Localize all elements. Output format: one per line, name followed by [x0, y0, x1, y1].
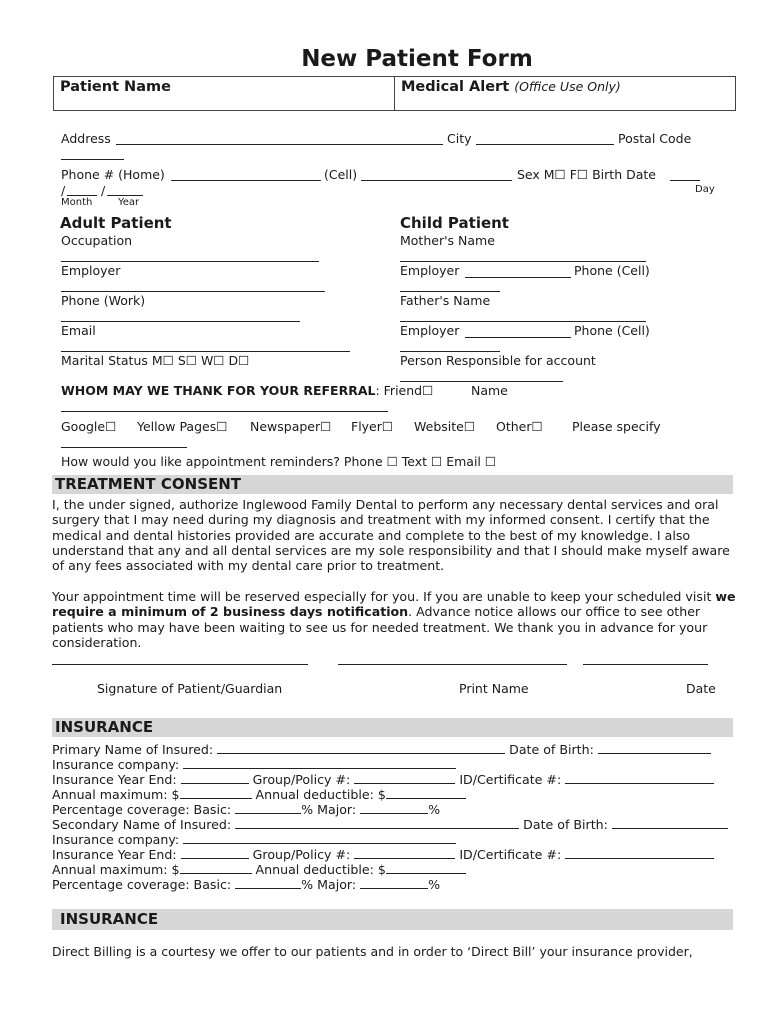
- referral-website-checkbox[interactable]: Website☐: [414, 419, 476, 434]
- person-responsible-label: Person Responsible for account: [400, 353, 596, 368]
- fathers-name-label: Father's Name: [400, 293, 491, 308]
- medical-alert-field[interactable]: [394, 76, 736, 111]
- birth-day-input[interactable]: [670, 180, 700, 181]
- marital-status-label: Marital Status M☐ S☐ W☐ D☐: [61, 353, 250, 368]
- date-input[interactable]: [583, 664, 708, 665]
- occupation-input[interactable]: [61, 261, 319, 262]
- child-phone-cell-2-label: Phone (Cell): [574, 323, 650, 338]
- secondary-name-input[interactable]: [235, 817, 519, 829]
- patient-name-field[interactable]: [53, 76, 395, 111]
- secondary-id-input[interactable]: [565, 847, 714, 859]
- month-label: Month: [61, 197, 93, 208]
- primary-annual-ded-input[interactable]: [386, 787, 466, 799]
- child-patient-heading: Child Patient: [400, 214, 509, 232]
- secondary-pct-major-input[interactable]: [360, 877, 428, 889]
- occupation-label: Occupation: [61, 233, 133, 248]
- child-phone-cell-2-input[interactable]: [400, 351, 500, 352]
- signature-label: Signature of Patient/Guardian: [97, 681, 283, 696]
- secondary-annual-max-input[interactable]: [180, 862, 252, 874]
- mothers-name-label: Mother's Name: [400, 233, 495, 248]
- primary-annual-max-input[interactable]: [180, 787, 252, 799]
- city-label: City: [447, 131, 472, 146]
- referral-specify-input[interactable]: [61, 447, 187, 448]
- signature-input[interactable]: [52, 664, 308, 665]
- child-employer-input[interactable]: [465, 277, 571, 278]
- referral-yellow-pages-checkbox[interactable]: Yellow Pages☐: [137, 419, 228, 434]
- postal-code-input[interactable]: [61, 159, 124, 160]
- email-label: Email: [61, 323, 96, 338]
- day-label: Day: [695, 184, 715, 195]
- child-employer-2-label: Employer: [400, 323, 460, 338]
- secondary-annual-ded-input[interactable]: [386, 862, 466, 874]
- phone-home-input[interactable]: [171, 180, 321, 181]
- cell-input[interactable]: [361, 180, 512, 181]
- person-responsible-input[interactable]: [400, 381, 563, 382]
- phone-work-input[interactable]: [61, 321, 300, 322]
- referral-label: WHOM MAY WE THANK FOR YOUR REFERRAL: Friend☐: [61, 383, 434, 398]
- postal-code-label: Postal Code: [618, 131, 692, 146]
- referral-google-checkbox[interactable]: Google☐: [61, 419, 117, 434]
- primary-pct-major-input[interactable]: [360, 802, 428, 814]
- secondary-company-row: Insurance company:: [52, 832, 456, 847]
- birth-year-input[interactable]: [107, 195, 143, 196]
- adult-employer-label: Employer: [61, 263, 121, 278]
- primary-annual-row: Annual maximum: $ Annual deductible: $: [52, 787, 466, 802]
- secondary-company-input[interactable]: [183, 832, 456, 844]
- primary-pct-row: Percentage coverage: Basic: % Major: %: [52, 802, 441, 817]
- appointment-policy-paragraph: Your appointment time will be reserved especially for you. If you are unable to keep your scheduled visit we require a minimum of 2 business days notification. Advance notice allows our office to see other patients who may have been waiting to see us for needed treatment. We thank you in advance for your consideration.: [52, 589, 736, 650]
- medical-alert-label: Medical Alert (Office Use Only): [401, 79, 621, 95]
- direct-billing-text: Direct Billing is a courtesy we offer to our patients and in order to ‘Direct Bill’ your insurance provider,: [52, 944, 693, 959]
- mothers-name-input[interactable]: [400, 261, 646, 262]
- year-label: Year: [118, 197, 140, 208]
- referral-newspaper-checkbox[interactable]: Newspaper☐: [250, 419, 332, 434]
- cell-label: (Cell): [324, 167, 358, 182]
- primary-insured-row: Primary Name of Insured: Date of Birth:: [52, 742, 711, 757]
- referral-name-label: Name: [471, 383, 508, 398]
- print-name-input[interactable]: [338, 664, 567, 665]
- print-name-label: Print Name: [459, 681, 529, 696]
- child-employer-2-input[interactable]: [465, 337, 571, 338]
- address-label: Address: [61, 131, 111, 146]
- primary-company-input[interactable]: [183, 757, 456, 769]
- primary-name-input[interactable]: [217, 742, 505, 754]
- appointment-reminders-options[interactable]: How would you like appointment reminders? Phone ☐ Text ☐ Email ☐: [61, 454, 497, 469]
- secondary-insured-row: Secondary Name of Insured: Date of Birth:: [52, 817, 728, 832]
- treatment-consent-header: TREATMENT CONSENT: [52, 475, 733, 494]
- primary-company-row: Insurance company:: [52, 757, 456, 772]
- primary-id-input[interactable]: [565, 772, 714, 784]
- page-title: New Patient Form: [301, 46, 533, 72]
- phone-home-label: Phone # (Home): [61, 167, 165, 182]
- referral-specify-label: Please specify: [572, 419, 661, 434]
- secondary-year-end-input[interactable]: [181, 847, 249, 859]
- address-input[interactable]: [116, 144, 443, 145]
- referral-other-checkbox[interactable]: Other☐: [496, 419, 543, 434]
- secondary-pct-basic-input[interactable]: [235, 877, 301, 889]
- primary-year-end-input[interactable]: [181, 772, 249, 784]
- email-input[interactable]: [61, 351, 350, 352]
- secondary-pct-row: Percentage coverage: Basic: % Major: %: [52, 877, 441, 892]
- date-slash-2: /: [101, 183, 106, 198]
- birth-month-input[interactable]: [67, 195, 97, 196]
- primary-year-row: Insurance Year End: Group/Policy #: ID/Certificate #:: [52, 772, 714, 787]
- primary-dob-input[interactable]: [598, 742, 711, 754]
- fathers-name-input[interactable]: [400, 321, 646, 322]
- child-phone-cell-label: Phone (Cell): [574, 263, 650, 278]
- child-phone-cell-input[interactable]: [400, 291, 500, 292]
- child-employer-label: Employer: [400, 263, 460, 278]
- secondary-dob-input[interactable]: [612, 817, 728, 829]
- adult-employer-input[interactable]: [61, 291, 325, 292]
- patient-name-label: Patient Name: [60, 79, 171, 95]
- date-label: Date: [686, 681, 716, 696]
- city-input[interactable]: [476, 144, 614, 145]
- adult-patient-heading: Adult Patient: [60, 214, 172, 232]
- primary-group-input[interactable]: [354, 772, 455, 784]
- sex-birthdate-label: Sex M☐ F☐ Birth Date: [517, 167, 656, 182]
- insurance-header: INSURANCE: [52, 718, 733, 737]
- referral-flyer-checkbox[interactable]: Flyer☐: [351, 419, 394, 434]
- primary-pct-basic-input[interactable]: [235, 802, 301, 814]
- secondary-group-input[interactable]: [354, 847, 455, 859]
- date-slash-1: /: [61, 183, 66, 198]
- referral-name-input[interactable]: [61, 411, 388, 412]
- secondary-annual-row: Annual maximum: $ Annual deductible: $: [52, 862, 466, 877]
- phone-work-label: Phone (Work): [61, 293, 146, 308]
- insurance-2-header: INSURANCE: [52, 909, 733, 930]
- consent-paragraph: I, the under signed, authorize Inglewood Family Dental to perform any necessary dental services and oral surgery that I may need during my diagnosis and treatment with my informed consent. I certify that the medical and dental histories provided are accurate and complete to the best of my knowledge. I also understand that any and all dental services are my sole responsibility and that I should make myself aware of any fees associated with my dental care prior to treatment.: [52, 497, 730, 574]
- secondary-year-row: Insurance Year End: Group/Policy #: ID/Certificate #:: [52, 847, 714, 862]
